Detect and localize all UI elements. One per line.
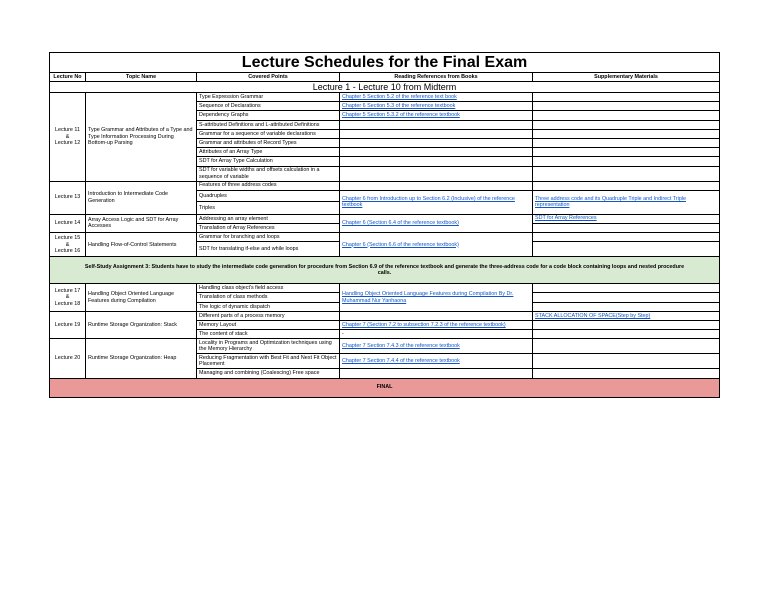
supplementary-cell [533,233,720,242]
lecture-15-16-cell [50,233,86,257]
lecture-ampersand: & [65,133,70,140]
reference-cell [340,166,533,181]
page-title: Lecture Schedules for the Final Exam [50,53,720,73]
supplementary-cell [533,321,720,330]
lecture-20-cell: Lecture 20 [50,339,86,378]
supplementary-cell [533,129,720,138]
covered-point: Sequence of Declarations [197,102,340,111]
supplementary-cell [533,181,720,190]
covered-point: Attributes of an Array Type [197,148,340,157]
topic-cell: Handling Object Oriented Language Features during Compilation [86,284,197,312]
covered-point: S-attributed Definitions and L-attributed Definitions [197,120,340,129]
lecture-label: Lecture 18 [54,300,81,307]
reference-link[interactable]: Handling Object Oriented Language Features during Compilation By Dr. Muhammad Nur Yanhaona [342,291,514,304]
covered-point: Triples [197,201,340,214]
topic-cell: Runtime Storage Organization: Heap [86,339,197,378]
reference-cell [340,129,533,138]
supplementary-cell [533,157,720,166]
supplementary-cell [533,166,720,181]
supplementary-cell [533,330,720,339]
supplementary-cell [533,354,720,369]
supplementary-cell [533,242,720,257]
schedule-table [49,52,720,398]
covered-point: Memory Layout [197,321,340,330]
header-topic-name: Topic Name [86,73,197,82]
supplementary-cell [533,339,720,354]
topic-cell: Array Access Logic and SDT for Array Accesses [86,214,197,232]
supplementary-cell [533,93,720,102]
reference-link[interactable]: Chapter 5 Section 5.3.2 of the reference textbook [342,112,460,119]
lecture-11-12-cell [50,93,86,182]
covered-point: SDT for Array Type Calculation [197,157,340,166]
supplementary-cell [533,102,720,111]
covered-point: The content of stack [197,330,340,339]
topic-cell: Type Grammar and Attributes of a Type and Type Information Processing During Bottom-up Parsing [86,93,197,182]
reference-link[interactable]: Chapter 6 (Section 6.6 of the reference textbook) [342,241,459,248]
covered-point: Dependency Graphs [197,111,340,120]
supplementary-cell [533,223,720,232]
covered-point: Type Expression Grammar [197,93,340,102]
covered-point: Handling class object's field access [197,284,340,293]
lecture-label: Lecture 16 [54,247,81,254]
lecture-label: Lecture 12 [54,139,81,146]
reference-link[interactable]: Chapter 6 (Section 6.4 of the reference textbook) [342,220,459,227]
covered-point: Grammar for branching and loops [197,233,340,242]
covered-point: Managing and combining (Coalescing) Free space [197,369,340,378]
lecture-17-18-cell [50,284,86,312]
header-covered-points: Covered Points [197,73,340,82]
supplementary-link[interactable]: SDT for Array References [535,214,597,221]
supplementary-cell [533,284,720,293]
reference-link[interactable]: Chapter 7 Section 7.4.3 of the reference textbook [342,343,460,350]
supplementary-link[interactable]: STACK ALLOCATION OF SPACE(Step by Step) [535,312,651,319]
lecture-label: Lecture 17 [54,288,81,295]
reference-cell [340,138,533,147]
reference-cell [340,311,533,320]
supplementary-cell [533,293,720,302]
covered-point: Addressing an array element [197,214,340,223]
covered-point: The logic of dynamic dispatch [197,302,340,311]
reference-cell [340,181,533,190]
covered-point: Grammar and attributes of Record Types [197,138,340,147]
supplementary-cell [533,120,720,129]
supplementary-cell [533,138,720,147]
lecture-ampersand: & [65,241,70,248]
lecture-label: Lecture 15 [54,235,81,242]
lecture-13-cell: Lecture 13 [50,181,86,214]
section-midterm: Lecture 1 - Lecture 10 from Midterm [50,82,720,93]
reference-link[interactable]: Chapter 5 Section 5.2 of the reference text book [342,93,457,100]
dash-cell: - [340,330,533,339]
supplementary-cell [533,148,720,157]
reference-link[interactable]: Chapter 6 Section 5.3 of the reference textbook [342,103,456,110]
covered-point: SDT for translating if-else and while loops [197,242,340,257]
reference-cell [340,369,533,378]
header-reading-references: Reading References from Books [340,73,533,82]
topic-cell: Runtime Storage Organization: Stack [86,311,197,339]
lecture-label: Lecture 11 [54,127,81,134]
covered-point: Grammar for a sequence of variable declarations [197,129,340,138]
topic-cell: Introduction to Intermediate Code Generation [86,181,197,214]
covered-point: Translation of class methods [197,293,340,302]
lecture-ampersand: & [65,294,70,301]
supplementary-cell [533,369,720,378]
covered-point: Translation of Array References [197,223,340,232]
supplementary-link[interactable]: Three address code and its Quadruple Triple and Indirect Triple representation [535,195,687,209]
reference-link[interactable]: Chapter 7 (Section 7.2 to subsection 7.2.3 of the reference textbook) [342,321,506,328]
reference-link[interactable]: Chapter 7 Section 7.4.4 of the reference textbook [342,358,460,365]
final-banner: FINAL [50,378,720,397]
reference-cell [340,120,533,129]
topic-cell: Handling Flow-of-Control Statements [86,233,197,257]
header-lecture-no: Lecture No [50,73,86,82]
supplementary-cell [533,111,720,120]
lecture-19-cell: Lecture 19 [50,311,86,339]
covered-point: Different parts of a process memory [197,311,340,320]
covered-point: Locality in Programs and Optimization techniques using the Memory Hierarchy [197,339,340,354]
covered-point: Features of three address codes [197,181,340,190]
supplementary-cell [533,302,720,311]
reference-link[interactable]: Chapter 6 from Introduction up to Section 6.2 (Inclusive) of the reference textbook [342,195,515,209]
reference-cell [340,148,533,157]
header-supplementary: Supplementary Materials [533,73,720,82]
reference-cell [340,157,533,166]
self-study-banner: Self-Study Assignment 3: Students have to study the intermediate code generation for procedure from Section 6.9 of the reference textbook and generate the three-address code for a code block containing loops and nested procedure calls. [50,257,720,284]
covered-point: Quadruples [197,190,340,201]
covered-point: Reducing Fragmentation with Best Fit and Next Fit Object Placement [197,354,340,369]
covered-point: SDT for variable widths and offsets calculation in a sequence of variable [197,166,340,181]
lecture-14-cell: Lecture 14 [50,214,86,232]
